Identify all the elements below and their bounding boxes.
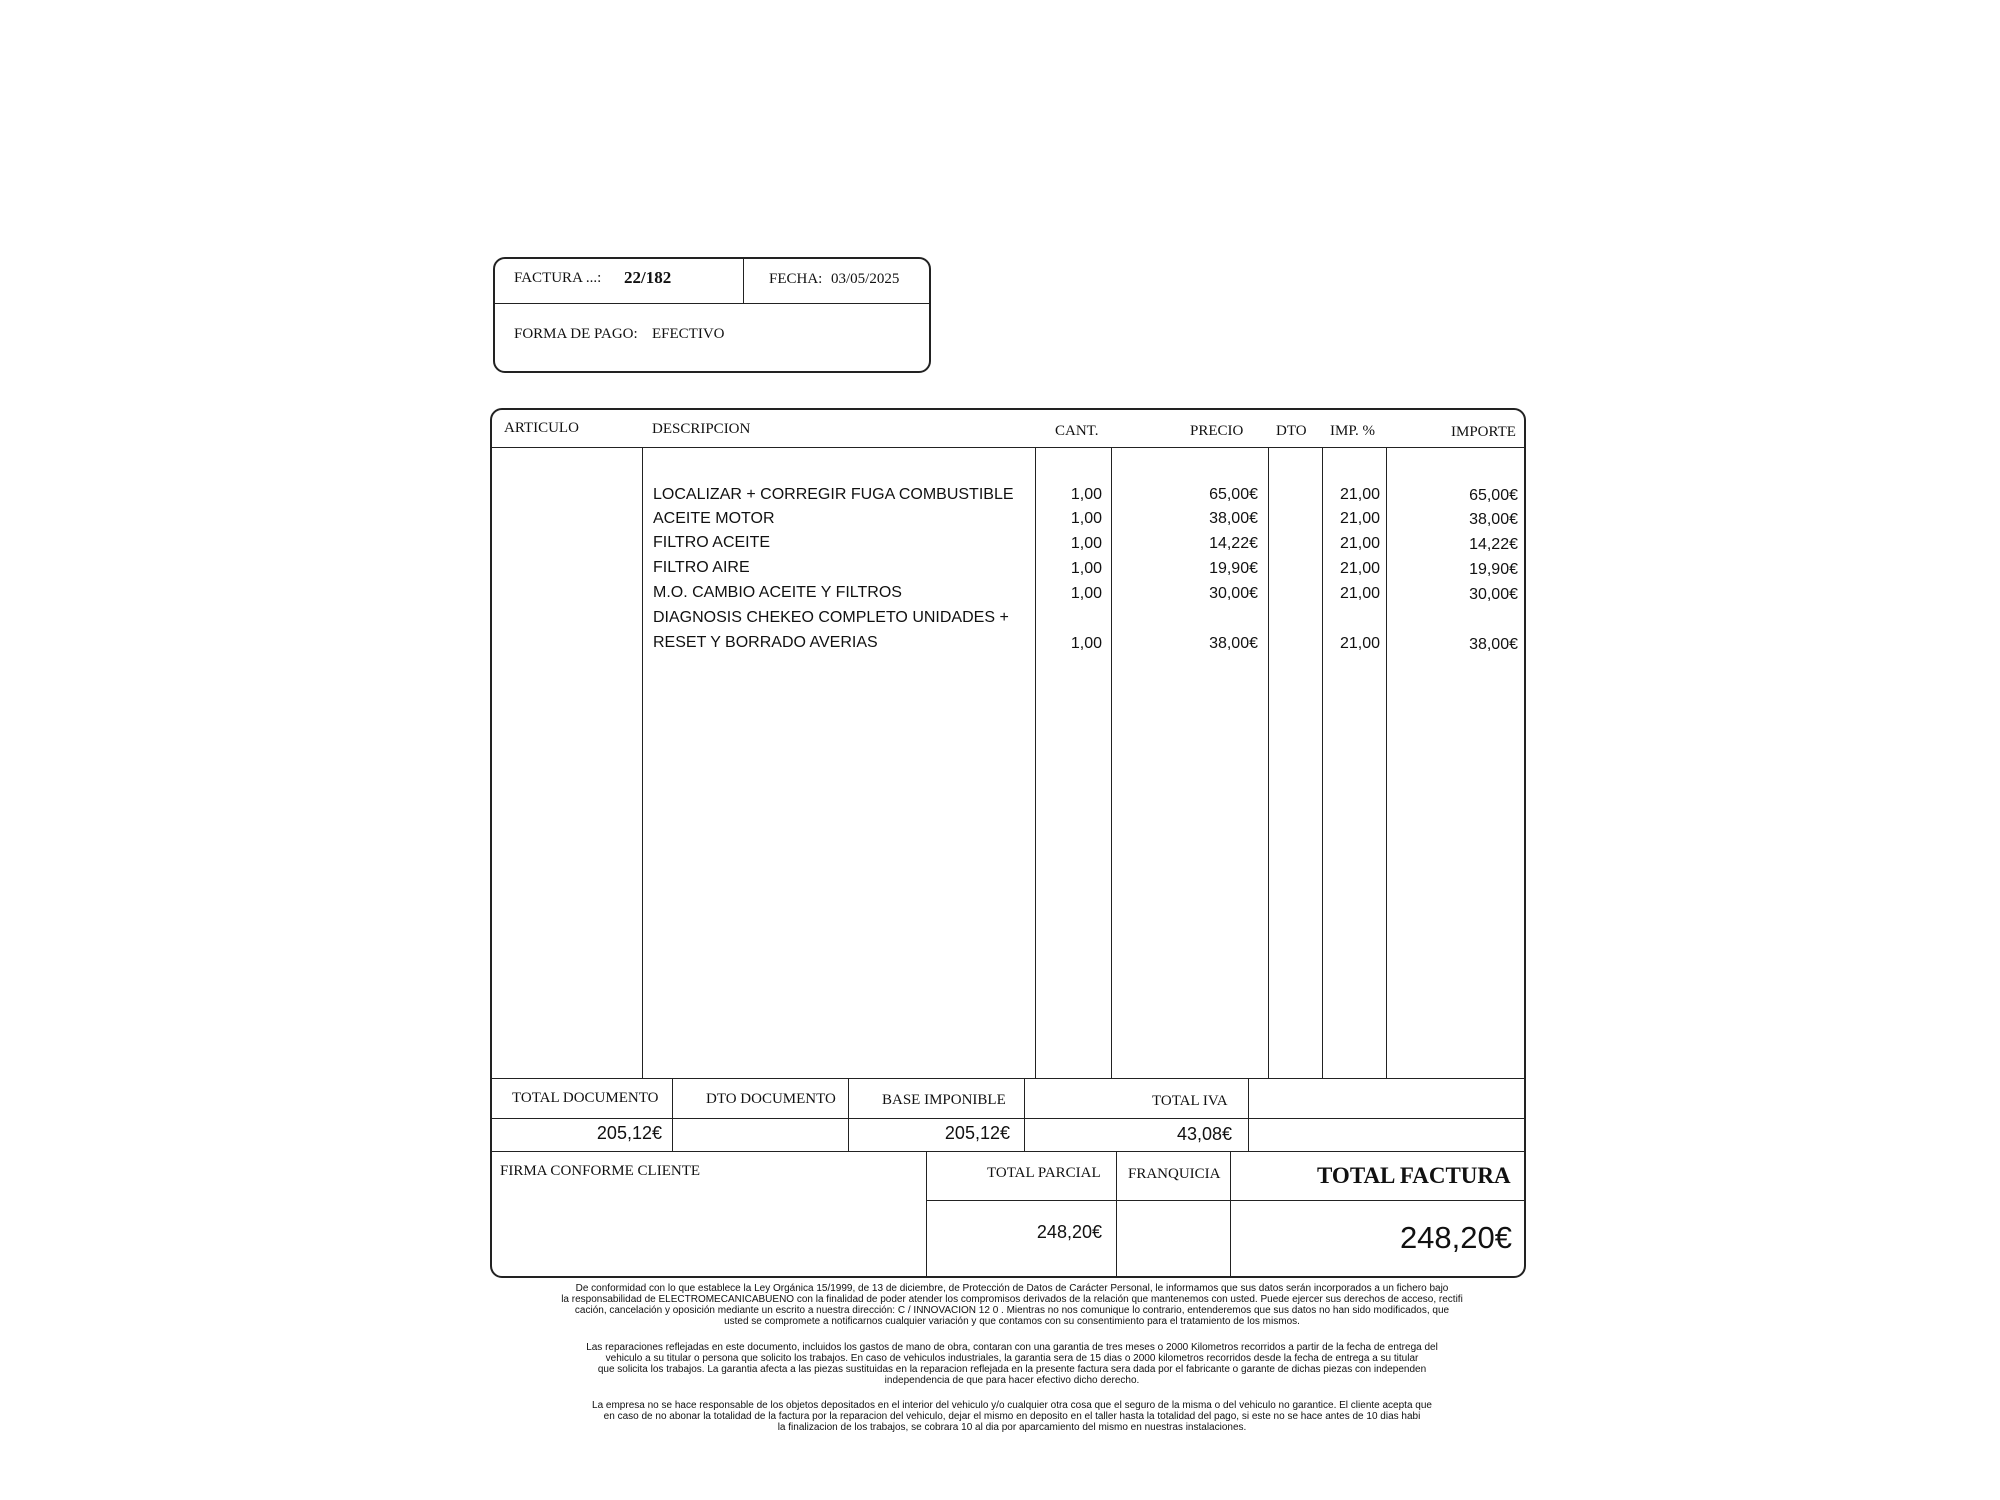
legal-line: La empresa no se hace responsable de los objetos depositados en el interior del vehiculo y/o cualquier otra cosa que el seguro de la misma o del vehiculo no garantice. El cliente acepta que bbox=[592, 1400, 1432, 1411]
final-mid-line bbox=[927, 1200, 1525, 1201]
total-parcial-label: TOTAL PARCIAL bbox=[987, 1165, 1101, 1181]
item-description: ACEITE MOTOR bbox=[653, 510, 775, 527]
total-parcial-value: 248,20€ bbox=[1036, 1222, 1102, 1242]
col-header-precio: PRECIO bbox=[1190, 423, 1244, 439]
item-cant: 1,00 bbox=[1070, 486, 1102, 503]
total-iva-label: TOTAL IVA bbox=[1152, 1093, 1228, 1109]
legal-line: cación, cancelación y oposición mediante un escrito a nuestra dirección: C / INNOVACION 12 0 . Mientras no nos comunique lo contrario, entenderemos que sus datos no han sido modificados, que bbox=[574, 1305, 1450, 1316]
item-imp: 21,00 bbox=[1339, 535, 1380, 552]
dto-documento-label: DTO DOCUMENTO bbox=[706, 1091, 836, 1107]
total-iva-value: 43,08€ bbox=[1176, 1124, 1232, 1144]
legal-line: la responsabilidad de ELECTROMECANICABUENO con la finalidad de poder atender los compromisos derivados de la relación que mantenemos con usted. Puede ejercer sus derechos de acceso, rectifi bbox=[561, 1294, 1463, 1305]
legal-line: usted se compromete a notificarnos cualquier variación y que contamos con su consentimiento para el tratamiento de los mismos. bbox=[724, 1316, 1300, 1327]
item-importe: 19,90€ bbox=[1469, 561, 1518, 578]
firma-label: FIRMA CONFORME CLIENTE bbox=[500, 1163, 701, 1179]
col-header-imp: IMP. % bbox=[1330, 423, 1376, 439]
fecha-value: 03/05/2025 bbox=[831, 271, 900, 287]
legal-line: que solicita los trabajos. La garantia afecta a las piezas sustituidas en la reparacion reflejada en la presente factura sera dada por el fabricante o garante de dichas piezas con independen bbox=[597, 1364, 1427, 1375]
header-divider-horizontal bbox=[494, 303, 930, 304]
final-col-line-1 bbox=[926, 1152, 927, 1276]
col-line-imp bbox=[1386, 448, 1387, 1078]
col-header-cant: CANT. bbox=[1055, 423, 1099, 439]
item-imp: 21,00 bbox=[1339, 510, 1380, 527]
legal-line: Las reparaciones reflejadas en este documento, incluidos los gastos de mano de obra, contaran con una garantia de tres meses o 2000 Kilometros recorridos a partir de la fecha de entrega del bbox=[586, 1342, 1438, 1353]
factura-label: FACTURA ...: bbox=[514, 270, 602, 286]
item-importe: 14,22€ bbox=[1469, 536, 1518, 553]
fecha-label: FECHA: bbox=[769, 271, 823, 287]
col-header-articulo: ARTICULO bbox=[504, 420, 579, 436]
legal-liability bbox=[492, 1400, 1532, 1433]
legal-line: en caso de no abonar la totalidad de la factura por la reparacion del vehiculo, dejar el mismo en deposito en el taller hasta la totalidad del pago, si este no se hace antes de 10 dias habi bbox=[603, 1411, 1421, 1422]
legal-warranty bbox=[492, 1342, 1532, 1386]
totals-col-line-3 bbox=[1024, 1079, 1025, 1151]
total-factura-label: TOTAL FACTURA bbox=[1317, 1163, 1511, 1188]
item-imp: 21,00 bbox=[1339, 585, 1380, 602]
item-imp: 21,00 bbox=[1339, 560, 1380, 577]
item-cant: 1,00 bbox=[1070, 560, 1102, 577]
col-header-descripcion: DESCRIPCION bbox=[652, 421, 751, 437]
item-precio: 19,90€ bbox=[1209, 560, 1258, 577]
col-line-descripcion bbox=[1035, 448, 1036, 1078]
total-documento-label: TOTAL DOCUMENTO bbox=[512, 1090, 659, 1106]
totals-col-line-4 bbox=[1248, 1079, 1249, 1151]
header-divider-vertical bbox=[743, 258, 744, 304]
franquicia-label: FRANQUICIA bbox=[1128, 1166, 1221, 1182]
legal-line: De conformidad con lo que establece la Ley Orgánica 15/1999, de 13 de diciembre, de Protección de Datos de Carácter Personal, le informamos que sus datos serán incorporados a un fichero bajo bbox=[575, 1283, 1449, 1294]
base-imponible-value: 205,12€ bbox=[944, 1123, 1010, 1143]
item-importe: 38,00€ bbox=[1469, 636, 1518, 653]
item-description: M.O. CAMBIO ACEITE Y FILTROS bbox=[653, 584, 902, 601]
factura-number: 22/182 bbox=[624, 268, 672, 287]
item-description: DIAGNOSIS CHEKEO COMPLETO UNIDADES + bbox=[653, 609, 1009, 626]
item-imp: 21,00 bbox=[1339, 635, 1380, 652]
legal-line: vehiculo a su titular o persona que solicito los trabajos. En caso de vehiculos industriales, la garantia sera de 15 dias o 2000 kilometros recorridos desde la fecha de entrega a su titular bbox=[605, 1353, 1419, 1364]
total-documento-value: 205,12€ bbox=[596, 1123, 662, 1143]
item-precio: 30,00€ bbox=[1209, 585, 1258, 602]
item-cant: 1,00 bbox=[1070, 635, 1102, 652]
item-description: FILTRO ACEITE bbox=[653, 534, 771, 551]
totals-col-line-1 bbox=[672, 1079, 673, 1151]
base-imponible-label: BASE IMPONIBLE bbox=[882, 1092, 1006, 1108]
item-importe: 65,00€ bbox=[1469, 487, 1518, 504]
legal-line: independencia de que para hacer efectivo dicho derecho. bbox=[884, 1375, 1140, 1386]
item-description: FILTRO AIRE bbox=[653, 559, 750, 576]
item-cant: 1,00 bbox=[1070, 585, 1102, 602]
item-cant: 1,00 bbox=[1070, 510, 1102, 527]
item-importe: 30,00€ bbox=[1469, 586, 1518, 603]
forma-pago-value: EFECTIVO bbox=[652, 326, 725, 342]
col-line-articulo bbox=[642, 448, 643, 1078]
item-precio: 65,00€ bbox=[1209, 486, 1258, 503]
item-precio: 38,00€ bbox=[1209, 510, 1258, 527]
forma-pago-label: FORMA DE PAGO: bbox=[514, 326, 638, 342]
final-col-line-3 bbox=[1230, 1152, 1231, 1276]
item-description: LOCALIZAR + CORREGIR FUGA COMBUSTIBLE bbox=[653, 486, 1014, 503]
totals-top-line bbox=[491, 1078, 1525, 1079]
totals-mid-line bbox=[491, 1118, 1525, 1119]
table-header-line bbox=[491, 447, 1525, 448]
totals-col-line-2 bbox=[848, 1079, 849, 1151]
item-precio: 14,22€ bbox=[1209, 535, 1258, 552]
item-description: RESET Y BORRADO AVERIAS bbox=[653, 634, 878, 651]
item-precio: 38,00€ bbox=[1209, 635, 1258, 652]
legal-line: la finalizacion de los trabajos, se cobrara 10 al dia por aparcamiento del mismo en nuestras instalaciones. bbox=[777, 1422, 1247, 1433]
final-col-line-2 bbox=[1116, 1152, 1117, 1276]
item-cant: 1,00 bbox=[1070, 535, 1102, 552]
col-header-dto: DTO bbox=[1276, 423, 1307, 439]
item-importe: 38,00€ bbox=[1469, 511, 1518, 528]
legal-data-protection bbox=[492, 1283, 1532, 1327]
item-imp: 21,00 bbox=[1339, 486, 1380, 503]
totals-bottom-line bbox=[491, 1151, 1525, 1152]
col-line-cant bbox=[1111, 448, 1112, 1078]
col-line-dto bbox=[1322, 448, 1323, 1078]
total-factura-value: 248,20€ bbox=[1399, 1220, 1512, 1255]
col-header-importe: IMPORTE bbox=[1451, 424, 1516, 440]
col-line-precio bbox=[1268, 448, 1269, 1078]
